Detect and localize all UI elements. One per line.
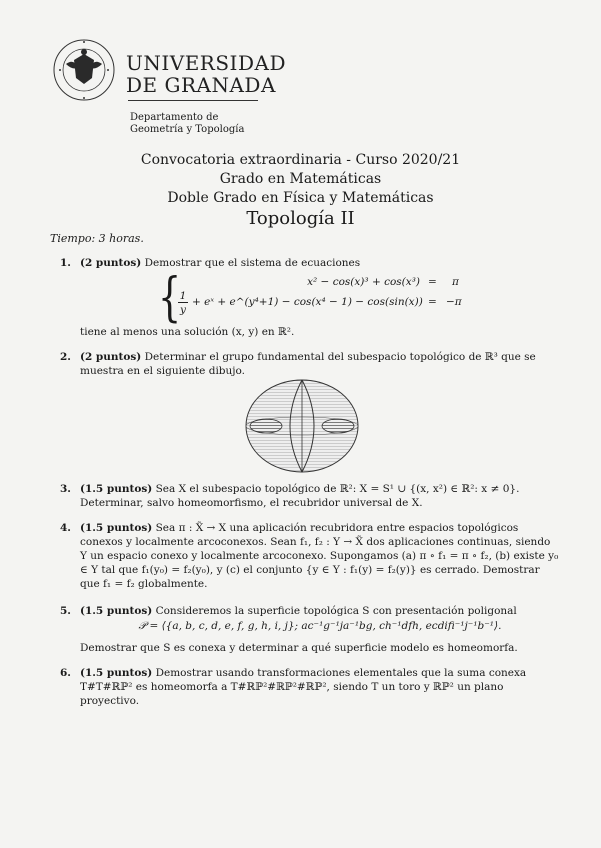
- eq1-lhs: x² − cos(x)³ + cos(x³): [307, 276, 420, 288]
- eq1-rhs: π: [452, 276, 459, 288]
- department: [130, 112, 244, 136]
- problem-4-number: 4.: [60, 522, 71, 534]
- eq2-frac-num: 1: [179, 290, 187, 302]
- problem-5-conclusion: Demostrar que S es conexa y determinar a qué superficie modelo es homeomorfa.: [80, 642, 518, 654]
- problem-2-number: 2.: [60, 351, 71, 363]
- problem-3: [60, 482, 560, 510]
- exam-grado-1: Grado en Matemáticas: [219, 171, 382, 187]
- problem-6-number: 6.: [60, 667, 71, 679]
- problem-1: [60, 256, 560, 270]
- header-rule: [128, 100, 258, 101]
- eq2-frac-den: y: [180, 304, 186, 316]
- problem-5-number: 5.: [60, 605, 71, 617]
- eq2-lhs-rest: + eˣ + e^(y⁴+1) − cos(x⁴ − 1) − cos(sin(x)): [192, 296, 423, 308]
- exam-time: Tiempo: 3 horas.: [50, 232, 144, 245]
- problem-3-points: (1.5 puntos): [80, 483, 153, 495]
- problem-5-presentation: 𝒫 = ⟨{a, b, c, d, e, f, g, h, i, j}; ac⁻¹g⁻¹ja⁻¹bg, ch⁻¹dfh, ecdifi⁻¹j⁻¹b⁻¹⟩.: [138, 620, 502, 632]
- equation-brace: {: [158, 268, 182, 328]
- eq2-rhs: −π: [446, 296, 462, 308]
- eq2-rel: =: [428, 296, 437, 308]
- problem-4-points: (1.5 puntos): [80, 522, 153, 534]
- problem-2-text: Determinar el grupo fundamental del subespacio topológico de ℝ³ que se muestra en el siguiente dibujo.: [80, 351, 536, 377]
- problem-1-conclusion: tiene al menos una solución (x, y) en ℝ².: [80, 326, 295, 338]
- problem-6-text: Demostrar usando transformaciones elementales que la suma conexa T#T#ℝℙ² es homeomorfa a T#ℝℙ²#ℝℙ²#ℝℙ², siendo T un toro y ℝℙ² un plano proyectivo.: [80, 667, 527, 707]
- problem-1-points: (2 puntos): [80, 257, 142, 269]
- department-line1: Departamento de: [130, 112, 219, 123]
- problem-4-text: Sea π : X̃ → X una aplicación recubridora entre espacios topológicos conexos y localmente arcoconexos. Sean f₁, f₂ : Y → X̃ dos aplicaciones continuas, siendo Y un espacio conexo y localmente arcoconexo. Supongamos (a) π ∘ f₁ = π ∘ f₂, (b) existe y₀ ∈ Y tal que f₁(y₀) = f₂(y₀), y (c) el conjunto {y ∈ Y : f₁(y) = f₂(y)} es cerrado. Demostrar que f₁ = f₂ globalmente.: [80, 522, 559, 590]
- university-line2: DE GRANADA: [126, 73, 276, 97]
- problem-1-number: 1.: [60, 257, 71, 269]
- problem-6: [60, 666, 560, 708]
- problem-4: [60, 521, 560, 591]
- university-seal-icon: [52, 38, 116, 102]
- problem-5: [60, 604, 560, 618]
- problem-3-number: 3.: [60, 483, 71, 495]
- sphere-figure: [228, 376, 376, 476]
- problem-6-points: (1.5 puntos): [80, 667, 153, 679]
- exam-convocatoria: Convocatoria extraordinaria - Curso 2020/21: [140, 152, 461, 168]
- exam-grado-2: Doble Grado en Física y Matemáticas: [167, 190, 434, 206]
- problem-1-text: Demostrar que el sistema de ecuaciones: [144, 257, 361, 269]
- problem-2: [60, 350, 560, 378]
- problem-3-text: Sea X el subespacio topológico de ℝ²: X = S¹ ∪ {(x, x²) ∈ ℝ²: x ≠ 0}. Determinar, salvo homeomorfismo, el recubridor universal de X.: [80, 483, 520, 509]
- eq1-rel: =: [428, 276, 437, 288]
- university-name: [126, 52, 286, 96]
- problem-5-points: (1.5 puntos): [80, 605, 153, 617]
- exam-subject: Topología II: [246, 208, 355, 229]
- department-line2: Geometría y Topología: [130, 124, 245, 135]
- problem-2-points: (2 puntos): [80, 351, 142, 363]
- problem-5-text: Consideremos la superficie topológica S con presentación poligonal: [155, 605, 517, 617]
- university-line1: UNIVERSIDAD: [126, 51, 286, 75]
